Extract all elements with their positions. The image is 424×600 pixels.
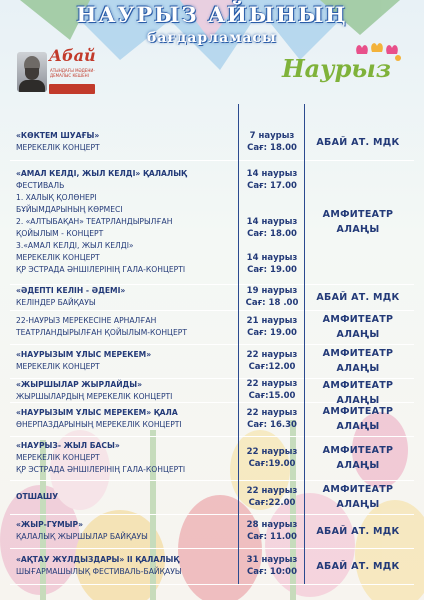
event-line: «КӨКТЕМ ШУАҒЫ» [16,131,100,140]
date-cell [242,130,302,154]
date-line: Сағ:19.00 [248,459,296,469]
abai-logo [15,46,97,96]
venue-cell [306,207,410,237]
event-line: «ЖЫРШЫЛАР ЖЫРЛАЙДЫ» [16,380,143,389]
date-line: Сағ:22.00 [248,498,296,508]
event-cell [16,440,238,476]
table-row [10,104,414,161]
event-line: ШЫҒАРМАШЫЛЫҚ ФЕСТИВАЛЬ-БАЙҚАУЫ [16,567,182,576]
table-row [10,378,414,406]
event-cell [16,519,238,543]
page-title: НАУРЫЗ АЙЫНЫҢ [76,2,348,27]
date-line: 14 наурыз [246,217,298,227]
event-line: ОТШАШУ [16,492,59,501]
date-cell [242,285,302,309]
date-line: Сағ: 11.00 [247,532,297,542]
event-cell [16,491,238,503]
event-cell [16,554,238,578]
date-line: 21 наурыз [246,316,298,326]
table-row [10,480,414,515]
date-line: 22 наурыз [246,379,298,389]
event-line: БҰЙЫМДАРЫНЫҢ КӨРМЕСІ [16,205,123,214]
event-line: КЕЛІНДЕР БАЙҚАУЫ [16,298,96,307]
venue-line: АМФИТЕАТР [322,209,394,220]
abai-logo-name: Абай [49,46,96,65]
event-line: «ЖЫР-ГҰМЫР» [16,520,84,529]
event-line: 1. ХАЛЫҚ ҚОЛӨНЕРІ [16,193,97,202]
table-row [10,344,414,379]
venue-line: АЛАҢЫ [336,499,380,510]
venue-line: АМФИТЕАТР [322,445,394,456]
venue-line: АЛАҢЫ [336,460,380,471]
event-line: «НАУРЫЗЫМ ҰЛЫС МЕРЕКЕМ» [16,350,152,359]
date-line: Сағ: 10:00 [246,567,297,577]
venue-line: АБАЙ АТ. МДК [316,136,400,148]
date-line: 22 наурыз [246,447,298,457]
venue-cell [306,404,410,434]
date-line: Сағ: 18 .00 [245,298,299,308]
venue-line: АЛАҢЫ [336,224,380,235]
venue-line: АБАЙ АТ. МДК [316,525,400,537]
event-cell [16,379,238,403]
event-line: ҚР ЭСТРАДА ӘНШІЛЕРІНІҢ ГАЛА-КОНЦЕРТІ [16,265,186,274]
date-cell [242,315,302,339]
date-line: Сағ: 17.00 [247,181,297,191]
abai-logo-subtitle: АТЫНДАҒЫ МӘДЕНИ-ДЕМАЛЫС КЕШЕНІ [50,68,95,78]
event-line: ҚР ЭСТРАДА ӘНШІЛЕРІНІҢ ГАЛА-КОНЦЕРТІ [16,465,186,474]
nauryz-logo-text: Наурыз [282,54,392,83]
venue-line: АМФИТЕАТР [322,348,394,359]
date-line: Сағ: 19.00 [247,328,297,338]
table-row [10,548,414,585]
date-cell [242,554,302,578]
event-line: МЕРЕКЕЛІК КОНЦЕРТ [16,143,100,152]
venue-cell [306,346,410,376]
date-cell [242,446,302,470]
venue-line: АМФИТЕАТР [322,314,394,325]
event-line: «НАУРЫЗЫМ ҰЛЫС МЕРЕКЕМ» ҚАЛА [16,408,178,417]
date-line: 7 наурыз [249,131,295,141]
abai-portrait-icon [17,52,47,92]
venue-cell [306,482,410,512]
event-line: ҚОЙЫЛЫМ - КОНЦЕРТ [16,229,104,238]
event-line: МЕРЕКЕЛІК КОНЦЕРТ [16,253,100,262]
date-line [242,192,302,204]
date-cell [242,485,302,509]
column-divider [238,104,239,584]
event-line: ӨНЕРПАЗДАРЫНЫҢ МЕРЕКЕЛІК КОНЦЕРТІ [16,420,182,429]
date-cell [242,407,302,431]
event-cell [16,168,238,276]
venue-line: АЛАҢЫ [336,395,380,406]
date-cell [242,378,302,402]
date-line: 22 наурыз [246,350,298,360]
event-line: ФЕСТИВАЛЬ [16,181,65,190]
date-line: 14 наурыз [246,169,298,179]
event-line: МЕРЕКЕЛІК КОНЦЕРТ [16,362,100,371]
nauryz-logo [282,40,412,90]
building-icon [49,84,95,94]
date-line [242,204,302,216]
date-line: 31 наурыз [246,555,298,565]
date-line: Сағ: 16.30 [247,420,297,430]
event-cell [16,315,238,339]
date-line: Сағ: 19.00 [247,265,297,275]
date-line: Сағ: 18.00 [247,143,297,153]
event-line: «АҚТАУ ЖҰЛДЫЗДАРЫ» ІІ ҚАЛАЛЫҚ [16,555,180,564]
date-cell [242,349,302,373]
venue-cell [306,135,410,150]
venue-cell [306,290,410,305]
date-line: Сағ:12.00 [248,362,296,372]
event-line: 3.«АМАЛ КЕЛДІ, ЖЫЛ КЕЛДІ» [16,241,134,250]
event-line: ҚАЛАЛЫҚ ЖЫРШЫЛАР БАЙҚАУЫ [16,532,148,541]
table-row [10,284,414,311]
venue-line: АМФИТЕАТР [322,406,394,417]
event-line: 22-НАУРЫЗ МЕРЕКЕСІНЕ АРНАЛҒАН [16,316,157,325]
page-subtitle: бағдарламасы [147,30,277,46]
event-line: МЕРЕКЕЛІК КОНЦЕРТ [16,453,100,462]
date-line: 22 наурыз [246,408,298,418]
venue-cell [306,443,410,473]
table-row [10,436,414,481]
venue-cell [306,524,410,539]
event-cell [16,130,238,154]
event-line: «НАУРЫЗ- ЖЫЛ БАСЫ» [16,441,120,450]
venue-line: АМФИТЕАТР [322,484,394,495]
venue-line: АЛАҢЫ [336,363,380,374]
venue-line: АЛАҢЫ [336,329,380,340]
date-line: Сағ: 18.00 [247,229,297,239]
event-cell [16,285,238,309]
date-line: 28 наурыз [246,520,298,530]
table-row [10,310,414,345]
date-line: 14 наурыз [246,253,298,263]
event-line: ЖЫРШЫЛАРДЫҢ МЕРЕКЕЛІК КОНЦЕРТІ [16,392,173,401]
date-line: 19 наурыз [246,286,298,296]
event-line: 2. «АЛТЫБАҚАН» ТЕАТРЛАНДЫРЫЛҒАН [16,217,173,226]
table-row [10,160,414,285]
venue-cell [306,312,410,342]
venue-line: АЛАҢЫ [336,421,380,432]
date-line: 22 наурыз [246,486,298,496]
date-cell [242,519,302,543]
date-line [242,240,302,252]
venue-line: АБАЙ АТ. МДК [316,560,400,572]
venue-cell [306,559,410,574]
event-line: «ӘДЕПТІ КЕЛІН - ӘДЕМІ» [16,286,126,295]
event-line: ТЕАТРЛАНДЫРЫЛҒАН ҚОЙЫЛЫМ-КОНЦЕРТ [16,328,187,337]
table-row [10,514,414,549]
venue-line: АБАЙ АТ. МДК [316,291,400,303]
column-divider [304,104,305,584]
venue-line: АМФИТЕАТР [322,380,394,391]
date-line: Сағ:15.00 [248,391,296,401]
header [0,0,424,100]
event-cell [16,407,238,431]
event-cell [16,349,238,373]
date-cell [242,168,302,276]
event-line: «АМАЛ КЕЛДІ, ЖЫЛ КЕЛДІ» ҚАЛАЛЫҚ [16,169,187,178]
table-row [10,402,414,437]
